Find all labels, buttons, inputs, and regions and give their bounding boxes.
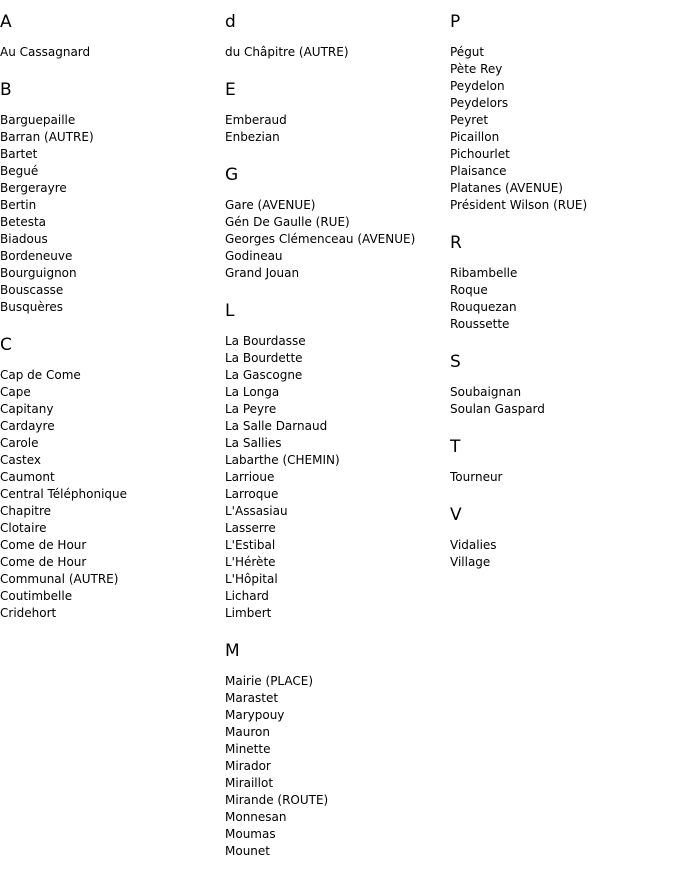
street-link[interactable]: Peydelon	[450, 79, 505, 93]
street-list	[450, 265, 675, 333]
letter-heading: R	[450, 233, 462, 253]
letter-group	[225, 641, 445, 860]
street-link[interactable]: Bergerayre	[0, 181, 67, 195]
street-link[interactable]: Central Téléphonique	[0, 487, 128, 501]
street-link[interactable]: Gare (AVENUE)	[225, 198, 316, 212]
street-link[interactable]: Busquères	[0, 300, 63, 314]
street-link[interactable]: Mauron	[225, 725, 270, 739]
street-link[interactable]: Miraillot	[225, 776, 274, 790]
street-link[interactable]: Chapitre	[0, 504, 52, 518]
street-link[interactable]: Bartet	[0, 147, 38, 161]
street-link[interactable]: Lasserre	[225, 521, 276, 535]
street-link[interactable]: Village	[450, 555, 491, 569]
letter-group	[225, 165, 445, 282]
street-link[interactable]: Gén De Gaulle (RUE)	[225, 215, 350, 229]
street-link[interactable]: Clotaire	[0, 521, 47, 535]
street-link[interactable]: Picaillon	[450, 130, 500, 144]
street-list	[450, 469, 675, 486]
street-link[interactable]: Moumas	[225, 827, 276, 841]
street-link[interactable]: Lichard	[225, 589, 269, 603]
street-link[interactable]: Mairie (PLACE)	[225, 674, 314, 688]
letter-heading: d	[225, 12, 236, 32]
street-link[interactable]: Minette	[225, 742, 271, 756]
street-link[interactable]: Limbert	[225, 606, 272, 620]
street-link[interactable]: Bertin	[0, 198, 37, 212]
street-link[interactable]: Barran (AUTRE)	[0, 130, 94, 144]
street-list	[0, 44, 220, 61]
street-link[interactable]: Mounet	[225, 844, 270, 858]
street-link[interactable]: Labarthe (CHEMIN)	[225, 453, 340, 467]
street-link[interactable]: Biadous	[0, 232, 48, 246]
street-link[interactable]: Cape	[0, 385, 31, 399]
street-link[interactable]: Roque	[450, 283, 488, 297]
letter-group	[450, 437, 675, 486]
street-link[interactable]: Bourguignon	[0, 266, 77, 280]
street-list	[450, 537, 675, 571]
street-link[interactable]: Barguepaille	[0, 113, 76, 127]
street-link[interactable]: Caumont	[0, 470, 55, 484]
street-link[interactable]: L'Hôpital	[225, 572, 278, 586]
street-column-1	[0, 0, 220, 641]
letter-heading: L	[225, 301, 235, 321]
letter-group	[450, 352, 675, 418]
street-link[interactable]: Bouscasse	[0, 283, 64, 297]
street-link[interactable]: Come de Hour	[0, 538, 87, 552]
street-list	[0, 112, 220, 316]
street-list	[225, 112, 445, 146]
street-link[interactable]: Soulan Gaspard	[450, 402, 545, 416]
letter-group	[225, 80, 445, 146]
street-link[interactable]: Bordeneuve	[0, 249, 73, 263]
letter-group	[450, 12, 675, 214]
street-link[interactable]: Godineau	[225, 249, 283, 263]
street-link[interactable]: Enbezian	[225, 130, 280, 144]
street-link[interactable]: Ribambelle	[450, 266, 518, 280]
street-column-2	[225, 0, 445, 879]
street-list	[0, 367, 220, 622]
letter-heading: B	[0, 80, 12, 100]
street-link[interactable]: Begué	[0, 164, 39, 178]
street-link[interactable]: Marastet	[225, 691, 279, 705]
street-list	[225, 44, 445, 61]
street-link[interactable]: La Salle Darnaud	[225, 419, 328, 433]
street-link[interactable]: Rouquezan	[450, 300, 517, 314]
street-link[interactable]: Au Cassagnard	[0, 45, 91, 59]
letter-heading: S	[450, 352, 461, 372]
street-link[interactable]: Communal (AUTRE)	[0, 572, 119, 586]
street-link[interactable]: Betesta	[0, 215, 47, 229]
street-link[interactable]: Cridehort	[0, 606, 57, 620]
letter-heading: C	[0, 335, 12, 355]
street-link[interactable]: Platanes (AVENUE)	[450, 181, 563, 195]
street-list	[225, 197, 445, 282]
street-list	[225, 673, 445, 860]
street-link[interactable]: du Châpitre (AUTRE)	[225, 45, 349, 59]
letter-group	[225, 12, 445, 61]
street-link[interactable]: Président Wilson (RUE)	[450, 198, 588, 212]
street-link[interactable]: Tourneur	[450, 470, 503, 484]
street-link[interactable]: Georges Clémenceau (AVENUE)	[225, 232, 416, 246]
letter-heading: V	[450, 505, 462, 525]
street-link[interactable]: L'Estibal	[225, 538, 276, 552]
letter-group	[450, 505, 675, 571]
street-list	[450, 44, 675, 214]
street-link[interactable]: Monnesan	[225, 810, 287, 824]
street-link[interactable]: Pichourlet	[450, 147, 510, 161]
street-link[interactable]: Peyret	[450, 113, 489, 127]
street-link[interactable]: Peydelors	[450, 96, 509, 110]
street-link[interactable]: Soubaignan	[450, 385, 522, 399]
letter-heading: M	[225, 641, 240, 661]
letter-group	[225, 301, 445, 622]
street-link[interactable]: La Gascogne	[225, 368, 303, 382]
letter-group	[450, 233, 675, 333]
street-link[interactable]: L'Assasiau	[225, 504, 288, 518]
street-link[interactable]: Castex	[0, 453, 41, 467]
street-link[interactable]: Mirador	[225, 759, 271, 773]
street-link[interactable]: La Sallies	[225, 436, 282, 450]
letter-heading: E	[225, 80, 236, 100]
street-link[interactable]: Capitany	[0, 402, 54, 416]
street-link[interactable]: Carole	[0, 436, 39, 450]
street-link[interactable]: La Peyre	[225, 402, 277, 416]
street-link[interactable]: Emberaud	[225, 113, 287, 127]
street-link[interactable]: Larrioue	[225, 470, 275, 484]
street-list	[225, 333, 445, 622]
street-link[interactable]: Coutimbelle	[0, 589, 73, 603]
letter-group	[0, 12, 220, 61]
street-link[interactable]: Plaisance	[450, 164, 507, 178]
street-link[interactable]: Pète Rey	[450, 62, 503, 76]
street-link[interactable]: Vidalies	[450, 538, 497, 552]
street-column-3	[450, 0, 675, 590]
street-link[interactable]: Cap de Come	[0, 368, 81, 382]
street-link[interactable]: Cardayre	[0, 419, 55, 433]
street-link[interactable]: Mirande (ROUTE)	[225, 793, 329, 807]
letter-heading: T	[450, 437, 461, 457]
letter-heading: P	[450, 12, 461, 32]
letter-heading: G	[225, 165, 239, 185]
street-link[interactable]: Roussette	[450, 317, 510, 331]
street-list	[450, 384, 675, 418]
street-link[interactable]: Pégut	[450, 45, 485, 59]
street-link[interactable]: Grand Jouan	[225, 266, 300, 280]
street-link[interactable]: La Bourdette	[225, 351, 303, 365]
letter-group	[0, 80, 220, 316]
street-link[interactable]: L'Hérète	[225, 555, 276, 569]
street-link[interactable]: La Longa	[225, 385, 280, 399]
street-link[interactable]: Marypouy	[225, 708, 285, 722]
street-link[interactable]: Come de Hour	[0, 555, 87, 569]
street-link[interactable]: La Bourdasse	[225, 334, 306, 348]
letter-group	[0, 335, 220, 622]
street-link[interactable]: Larroque	[225, 487, 279, 501]
letter-heading: A	[0, 12, 12, 32]
